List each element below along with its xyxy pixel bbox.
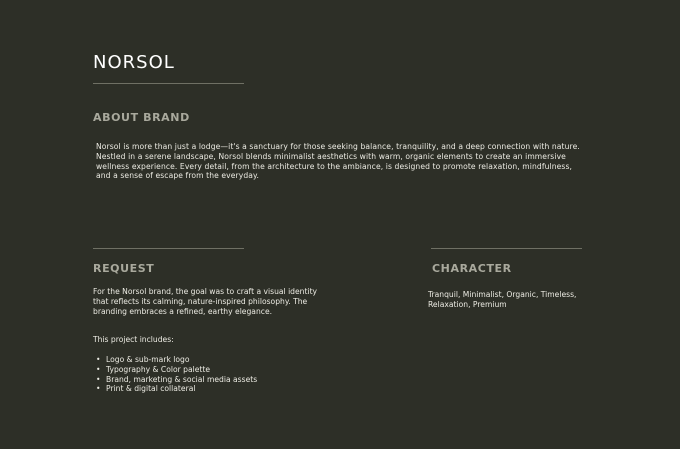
- title-divider: [93, 83, 244, 84]
- bullet-icon: •: [96, 374, 101, 384]
- list-item: [96, 365, 257, 375]
- list-item-label: Print & digital collateral: [106, 384, 196, 394]
- list-item-label: Typography & Color palette: [106, 364, 211, 374]
- character-text: Tranquil, Minimalist, Organic, Timeless, Relaxation, Premium: [428, 290, 577, 309]
- about-brand-text: Norsol is more than just a lodge—it's a sanctuary for those seeking balance, tranquility, and a deep connection with nature. Nestled in a serene landscape, Norsol blends minimalist aesthetics with warm, organic elements to create an immersive wellness experience. Every detail, from the architecture to the ambiance, is designed to promote relaxation, mindfulness, and a sense of escape from the everyday.: [96, 142, 580, 181]
- brand-title: NORSOL: [93, 52, 175, 73]
- list-item-label: Logo & sub-mark logo: [106, 355, 190, 364]
- character-divider: [431, 248, 582, 249]
- request-text: For the Norsol brand, the goal was to craft a visual identity that reflects its calming, nature-inspired philosophy. The branding embraces a refined, earthy elegance.: [93, 287, 318, 316]
- bullet-icon: •: [96, 364, 101, 374]
- bullet-icon: •: [96, 355, 101, 364]
- request-heading: REQUEST: [93, 262, 155, 275]
- character-heading: CHARACTER: [432, 262, 512, 275]
- list-item: [96, 375, 257, 385]
- list-item-label: Brand, marketing & social media assets: [106, 374, 258, 384]
- bullet-icon: •: [96, 384, 101, 394]
- list-item: [96, 384, 257, 394]
- about-brand-heading: ABOUT BRAND: [93, 111, 190, 124]
- project-includes-label: This project includes:: [93, 335, 174, 344]
- project-includes-list: [96, 355, 257, 394]
- list-item: [96, 355, 257, 365]
- request-divider: [93, 248, 244, 249]
